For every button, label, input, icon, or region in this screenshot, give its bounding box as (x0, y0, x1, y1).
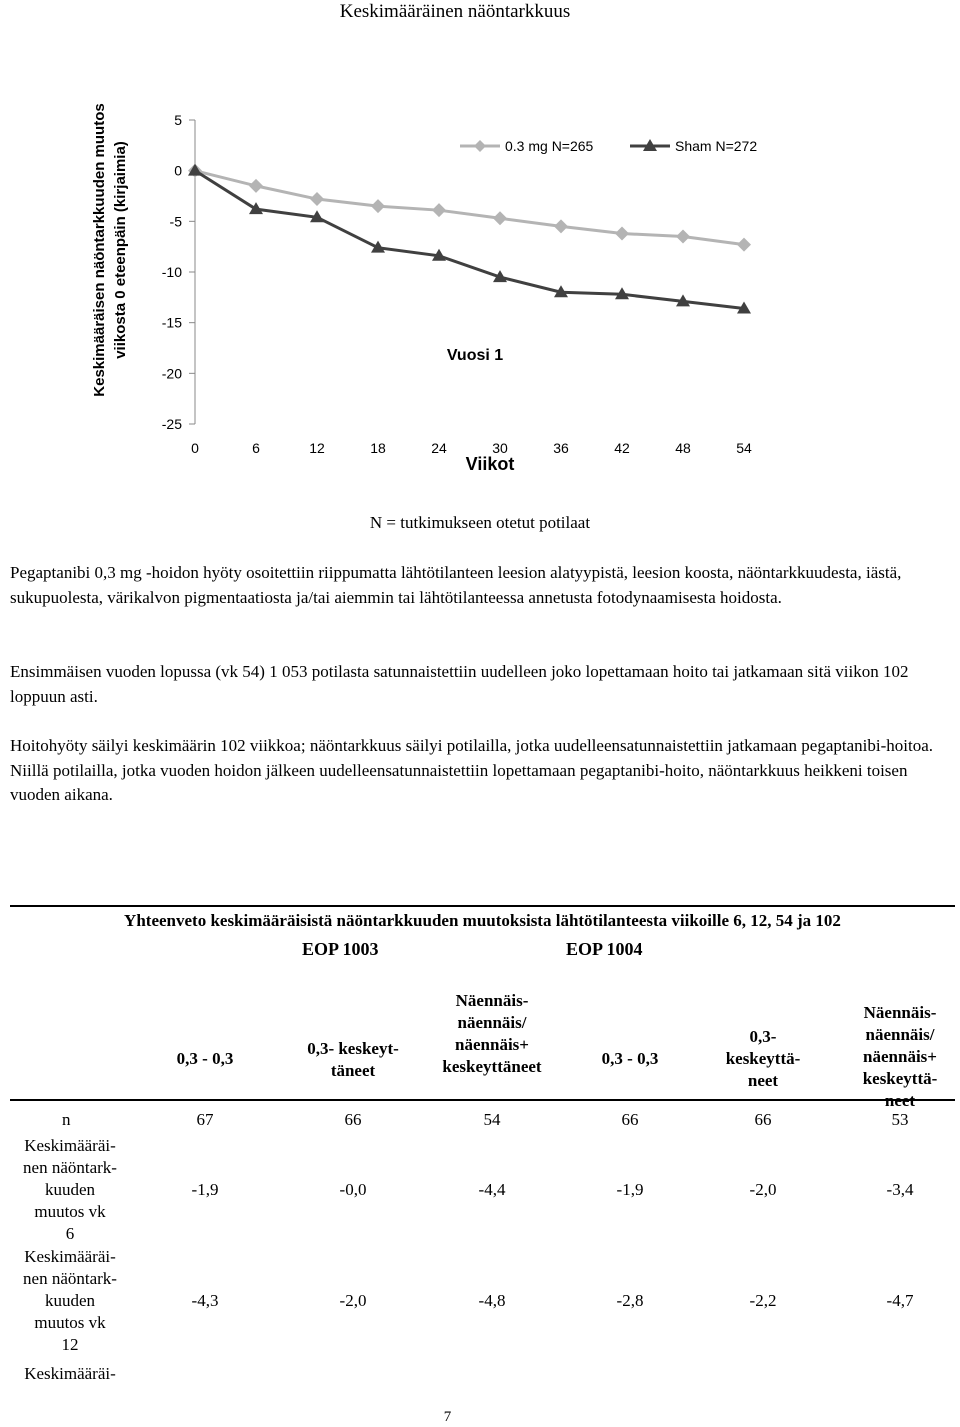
x-tick-label: 12 (309, 440, 325, 456)
column-header-row (10, 964, 955, 1110)
table-cell: 66 (621, 1110, 639, 1129)
column-header-6 (830, 1002, 960, 1112)
chart-note: N = tutkimukseen otetut potilaat (369, 513, 591, 532)
column-header-line: neet (884, 1091, 916, 1110)
table-cell: -3,4 (886, 1180, 914, 1199)
data-point-diamond (615, 226, 629, 240)
column-header-3 (422, 990, 562, 1078)
page-title: Keskimääräinen näöntarkkuus (339, 1, 571, 22)
y-tick-label: 5 (174, 112, 182, 128)
data-point-diamond (737, 238, 751, 252)
column-header-2 (283, 1038, 423, 1082)
eop-1004-header: EOP 1004 (566, 939, 643, 959)
eop-1003-header: EOP 1003 (302, 939, 379, 959)
row-label-line: 12 (61, 1335, 79, 1354)
column-header-line: näennäis+ (863, 1047, 937, 1066)
series-line (195, 171, 744, 245)
table-cell: -4,4 (478, 1180, 506, 1199)
x-tick-label: 48 (675, 440, 691, 456)
table-cell: -4,8 (478, 1291, 506, 1310)
legend-label: 0.3 mg N=265 (505, 138, 594, 154)
paragraph-2: Ensimmäisen vuoden lopussa (vk 54) 1 053 potilasta satunnaistettiin uudelleen joko lopettamaan hoito tai jatkamaan sitä viikon 102 loppuun asti. (10, 662, 909, 706)
row-label-line: Keskimääräi- (24, 1364, 116, 1383)
x-tick-label: 36 (553, 440, 569, 456)
data-point-diamond (493, 211, 507, 225)
column-header-line: neet (747, 1071, 779, 1090)
x-tick-label: 6 (252, 440, 260, 456)
table-row (10, 1246, 955, 1363)
y-tick-label: -10 (161, 264, 182, 280)
column-header-line: näennäis+ (455, 1035, 529, 1054)
data-point-diamond (371, 199, 385, 213)
row-label (10, 1363, 130, 1385)
table-cell: 66 (344, 1110, 362, 1129)
row-label (62, 1109, 102, 1131)
y-axis-title: Keskimääräisen näöntarkkuuden muutos (91, 103, 108, 397)
data-point-diamond (676, 230, 690, 244)
row-label (10, 1246, 130, 1356)
y-axis-title: viikosta 0 eteenpäin (kirjaimia) (112, 141, 129, 359)
column-header-line: täneet (330, 1061, 376, 1080)
x-axis-title: Viikot (465, 454, 515, 474)
column-header-line: keskeyttäneet (442, 1057, 542, 1076)
row-label-line: muutos vk (34, 1313, 106, 1332)
data-point-triangle (249, 202, 263, 214)
row-label-line: nen näöntark- (23, 1158, 117, 1177)
chart-svg (80, 70, 780, 490)
row-label-line: 6 (65, 1224, 75, 1243)
page-number: 7 (443, 1409, 452, 1425)
table-cell: -2,8 (616, 1291, 644, 1310)
column-header-line: 0,3 - 0,3 (601, 1049, 659, 1068)
table-row (10, 1109, 955, 1135)
row-label-line: Keskimääräi- (24, 1136, 116, 1155)
legend-marker-diamond (474, 140, 486, 152)
column-header-1 (135, 1048, 275, 1070)
summary-table (10, 905, 955, 1411)
legend-label: Sham N=272 (675, 138, 758, 154)
x-tick-label: 54 (736, 440, 752, 456)
table-cell: -4,7 (886, 1291, 914, 1310)
year-annotation: Vuosi 1 (446, 347, 504, 364)
column-header-line: näennäis/ (457, 1013, 527, 1032)
table-row (10, 1363, 955, 1403)
column-header-line: Näennäis- (863, 1003, 937, 1022)
table-cell: 67 (196, 1110, 214, 1129)
column-header-line: Näennäis- (455, 991, 529, 1010)
column-header-line: 0,3- (749, 1027, 777, 1046)
paragraph-3: Hoitohyöty säilyi keskimäärin 102 viikkoa; näöntarkkuus säilyi potilailla, jotka uudelleensatunnaistettiin jatkamaan pegaptanibi-hoitoa. Niillä potilailla, jotka vuoden hoidon jälkeen uudelleensatunnaistettiin lopettamaan pegaptanibi-hoito, näöntarkkuus heikkeni toisen vuoden aikana. (10, 736, 933, 804)
y-tick-label: -15 (161, 314, 182, 331)
summary-title: Yhteenveto keskimääräisistä näöntarkkuuden muutoksista lähtötilanteesta viikoille 6, 12, 54 ja 102 (124, 911, 841, 930)
paragraph-1: Pegaptanibi 0,3 mg -hoidon hyöty osoitettiin riippumatta lähtötilanteen leesion alatyypistä, leesion koosta, näöntarkkuudesta, iästä, sukupuolesta, värikalvon pigmentaatiosta ja/tai aiemmin tai lähtötilanteessa annetusta fotodynaamisesta hoidosta. (10, 563, 902, 607)
line-chart (80, 70, 780, 490)
table-cell: 53 (891, 1110, 909, 1129)
table-cell: 54 (483, 1110, 501, 1129)
table-cell: 66 (754, 1110, 772, 1129)
table-row (10, 1135, 955, 1246)
x-tick-label: 18 (370, 440, 386, 456)
x-tick-label: 0 (191, 440, 199, 456)
table-cell: -4,3 (191, 1291, 219, 1310)
table-cell: -2,0 (749, 1180, 777, 1199)
row-label-line: kuuden (44, 1180, 96, 1199)
column-header-line: keskeyttä- (725, 1049, 801, 1068)
x-tick-label: 42 (614, 440, 630, 456)
table-cell: -0,0 (339, 1180, 367, 1199)
y-tick-label: -25 (161, 416, 182, 432)
data-point-diamond (554, 219, 568, 233)
row-label-line: nen näöntark- (23, 1269, 117, 1288)
data-point-diamond (432, 203, 446, 217)
table-cell: -2,0 (339, 1291, 367, 1310)
x-tick-label: 30 (492, 440, 508, 456)
column-header-4 (560, 1048, 700, 1070)
table-cell: -1,9 (191, 1180, 219, 1199)
study-header-row (10, 936, 955, 964)
y-tick-label: 0 (174, 162, 182, 179)
column-header-line: keskeyttä- (862, 1069, 938, 1088)
column-header-line: 0,3- keskeyt- (307, 1039, 399, 1058)
table-cell: -2,2 (749, 1291, 777, 1310)
row-label-line: kuuden (44, 1291, 96, 1310)
data-point-diamond (249, 179, 263, 193)
table-body (10, 1101, 955, 1411)
column-header-line: 0,3 - 0,3 (176, 1049, 234, 1068)
x-tick-label: 24 (431, 440, 447, 456)
row-label (10, 1135, 130, 1245)
column-header-line: näennäis/ (865, 1025, 935, 1044)
column-header-5 (693, 1026, 833, 1092)
y-tick-label: -5 (169, 213, 182, 230)
table-cell: -1,9 (616, 1180, 644, 1199)
row-label-line: muutos vk (34, 1202, 106, 1221)
row-label-line: Keskimääräi- (24, 1247, 116, 1266)
data-point-diamond (310, 192, 324, 206)
row-label-line: n (62, 1110, 71, 1129)
y-tick-label: -20 (161, 365, 182, 382)
